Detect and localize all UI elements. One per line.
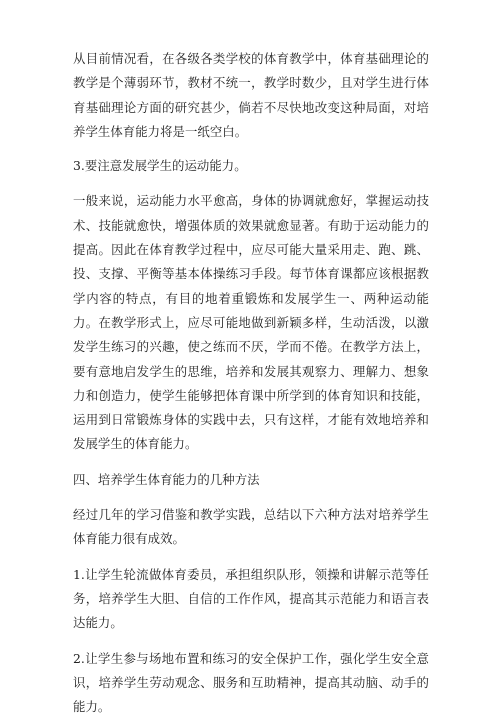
- paragraph-spacer: [73, 457, 429, 468]
- document-body: [73, 47, 429, 719]
- paragraph-spacer: [73, 492, 429, 503]
- section-heading-motor-ability: 3.要注意发展学生的运动能力。: [73, 158, 247, 174]
- paragraph-methods-summary: 经过几年的学习借鉴和教学实践，总结以下六种方法对培养学生体育能力很有成效。: [73, 507, 429, 547]
- section-heading-methods: 四、培养学生体育能力的几种方法: [73, 471, 260, 487]
- paragraph-intro: 从目前情况看，在各级各类学校的体育教学中，体育基础理论的教学是个薄弱环节，教材不统一，教学时数少，且对学生进行体育基础理论方面的研究甚少，倘若不尽快地改变这种局面，对培养学生体育能力将是一纸空白。: [73, 51, 429, 139]
- paragraph-spacer: [73, 636, 429, 647]
- paragraph-motor-ability: 一般来说，运动能力水平愈高，身体的协调就愈好，掌握运动技术、技能就愈快，增强体质的效果就愈显著。有助于运动能力的提高。因此在体育教学过程中，应尽可能大量采用走、跑、跳、投、支撑、平衡等基本体操练习手段。每节体育课都应该根据教学内容的特点，有目的地着重锻炼和发展学生一、两种运动能力。在教学形式上，应尽可能地做到新颖多样，生动活泼，以激发学生练习的兴趣，使之练而不厌，学而不倦。在教学方法上，要有意地启发学生的思维，培养和发展其观察力、理解力、想象力和创造力，使学生能够把体育课中所学到的体育知识和技能，运用到日常锻炼身体的实践中去，只有这样，才能有效地培养和发展学生的体育能力。: [73, 193, 429, 452]
- paragraph-spacer: [73, 144, 429, 154]
- paragraph-spacer: [73, 552, 429, 563]
- paragraph-spacer: [73, 178, 429, 189]
- method-item-1: 1.让学生轮流做体育委员，承担组织队形，领操和讲解示范等任务，培养学生大胆、自信的工作作风，提高其示范能力和语言表达能力。: [73, 566, 429, 631]
- method-item-2: 2.让学生参与场地布置和练习的安全保护工作，强化学生安全意识，培养学生劳动观念、服务和互助精神，提高其动脑、动手的能力。: [73, 650, 429, 715]
